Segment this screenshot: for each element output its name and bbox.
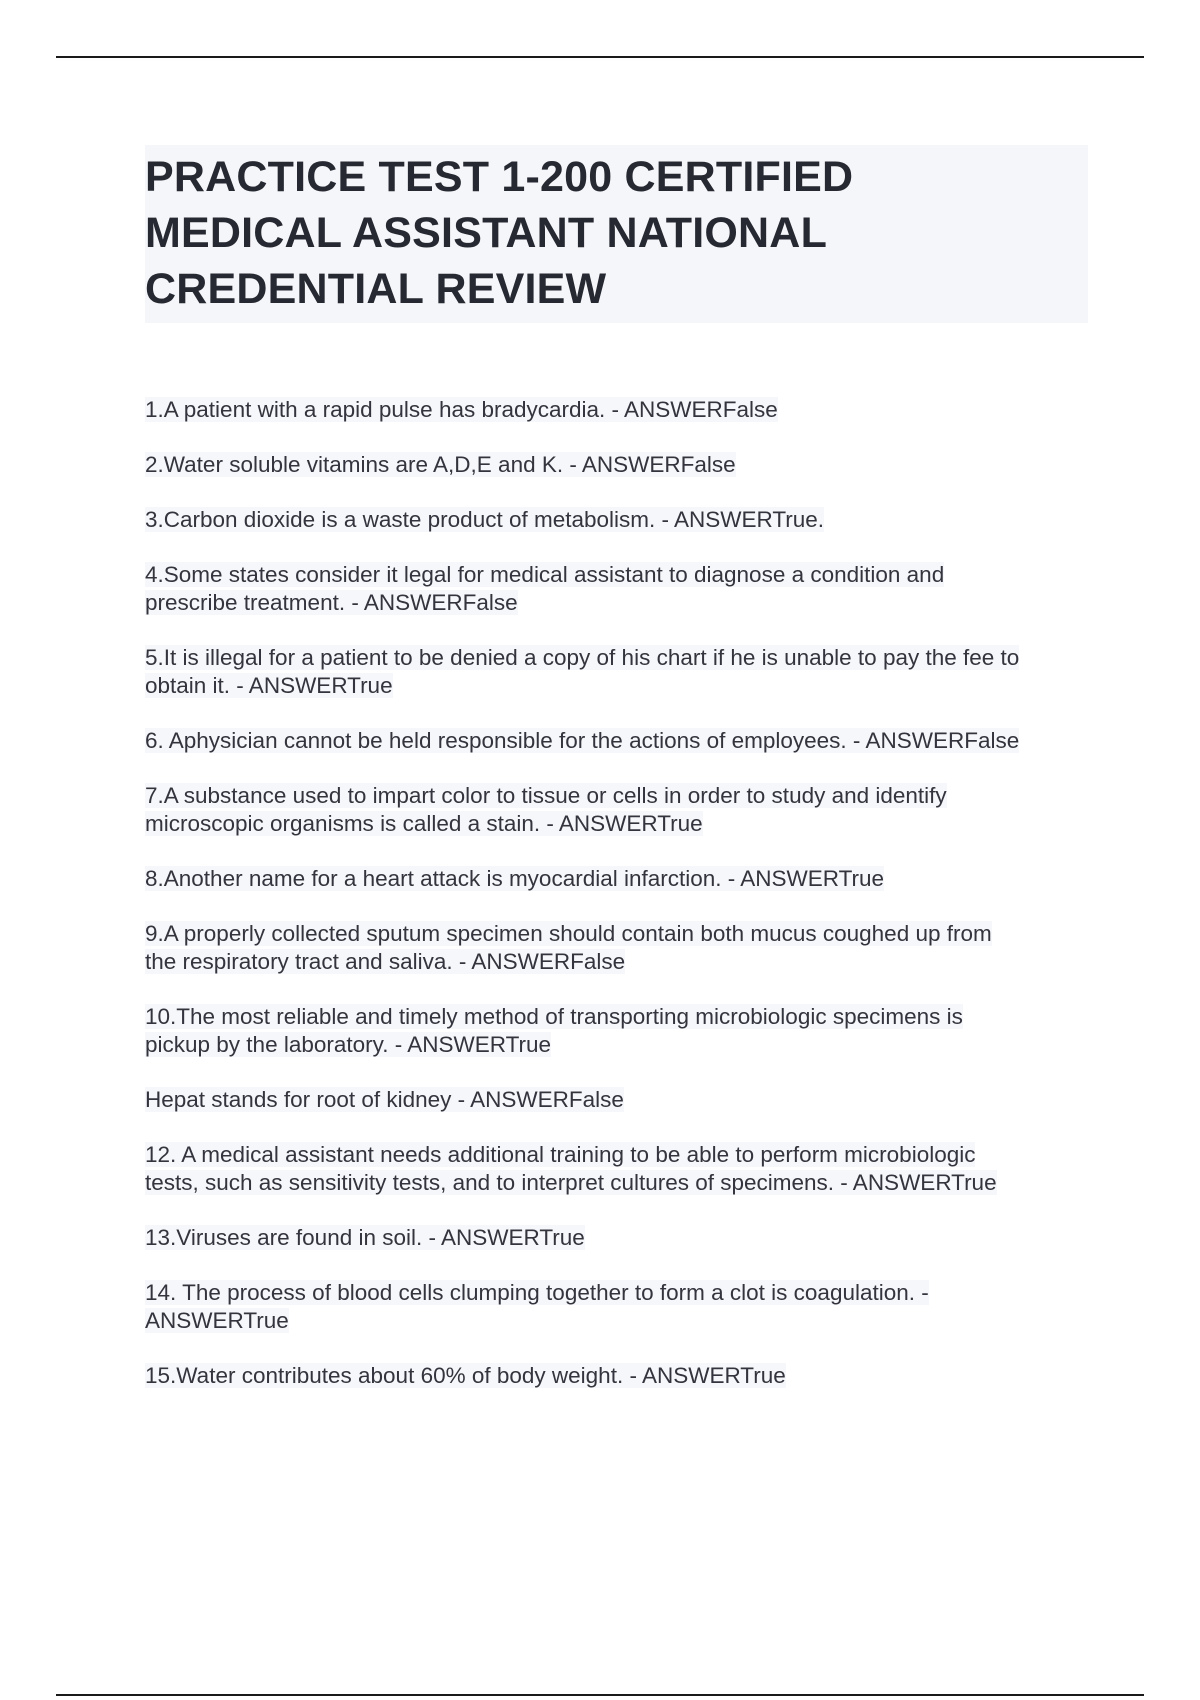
top-rule xyxy=(56,56,1144,58)
qa-text-line: the respiratory tract and saliva. - ANSWERFalse xyxy=(145,949,626,974)
document-title-line: PRACTICE TEST 1-200 CERTIFIED xyxy=(145,153,854,201)
qa-text-line: 3.Carbon dioxide is a waste product of metabolism. - ANSWERTrue. xyxy=(145,507,825,532)
qa-text-line: microscopic organisms is called a stain. - ANSWERTrue xyxy=(145,811,703,836)
qa-item xyxy=(145,1141,1105,1197)
qa-text-line: pickup by the laboratory. - ANSWERTrue xyxy=(145,1032,551,1057)
document-title-line: MEDICAL ASSISTANT NATIONAL xyxy=(145,209,828,257)
qa-item xyxy=(145,865,1105,893)
title-block xyxy=(145,145,1088,323)
qa-item xyxy=(145,1086,1105,1114)
qa-item xyxy=(145,506,1105,534)
qa-text-line: 15.Water contributes about 60% of body weight. - ANSWERTrue xyxy=(145,1363,786,1388)
qa-item xyxy=(145,920,1105,976)
qa-text-line: 14. The process of blood cells clumping together to form a clot is coagulation. - xyxy=(145,1280,929,1305)
qa-text-line: tests, such as sensitivity tests, and to interpret cultures of specimens. - ANSWERTrue xyxy=(145,1170,997,1195)
qa-text-line: 12. A medical assistant needs additional training to be able to perform microbiologic xyxy=(145,1142,976,1167)
question-answer-list xyxy=(145,396,1105,1417)
qa-text-line: 10.The most reliable and timely method of transporting microbiologic specimens is xyxy=(145,1004,963,1029)
qa-text-line: Hepat stands for root of kidney - ANSWERFalse xyxy=(145,1087,624,1112)
qa-text-line: 2.Water soluble vitamins are A,D,E and K. - ANSWERFalse xyxy=(145,452,736,477)
qa-text-line: 9.A properly collected sputum specimen should contain both mucus coughed up from xyxy=(145,921,992,946)
qa-text-line: 6. Aphysician cannot be held responsible for the actions of employees. - ANSWERFalse xyxy=(145,728,1020,753)
qa-item xyxy=(145,451,1105,479)
document-title-line: CREDENTIAL REVIEW xyxy=(145,265,607,313)
qa-text-line: 5.It is illegal for a patient to be denied a copy of his chart if he is unable to pay the fee to xyxy=(145,645,1020,670)
qa-item xyxy=(145,561,1105,617)
qa-text-line: ANSWERTrue xyxy=(145,1308,289,1333)
qa-text-line: 13.Viruses are found in soil. - ANSWERTrue xyxy=(145,1225,585,1250)
qa-item xyxy=(145,727,1105,755)
document-title xyxy=(145,149,1088,317)
qa-item xyxy=(145,644,1105,700)
qa-item xyxy=(145,1279,1105,1335)
qa-text-line: 4.Some states consider it legal for medical assistant to diagnose a condition and xyxy=(145,562,945,587)
qa-item xyxy=(145,1003,1105,1059)
bottom-rule xyxy=(56,1694,1144,1696)
qa-item xyxy=(145,1362,1105,1390)
qa-text-line: 7.A substance used to impart color to tissue or cells in order to study and identify xyxy=(145,783,947,808)
qa-text-line: 8.Another name for a heart attack is myocardial infarction. - ANSWERTrue xyxy=(145,866,885,891)
qa-item xyxy=(145,396,1105,424)
qa-item xyxy=(145,1224,1105,1252)
qa-item xyxy=(145,782,1105,838)
qa-text-line: prescribe treatment. - ANSWERFalse xyxy=(145,590,518,615)
qa-text-line: 1.A patient with a rapid pulse has bradycardia. - ANSWERFalse xyxy=(145,397,778,422)
qa-text-line: obtain it. - ANSWERTrue xyxy=(145,673,393,698)
